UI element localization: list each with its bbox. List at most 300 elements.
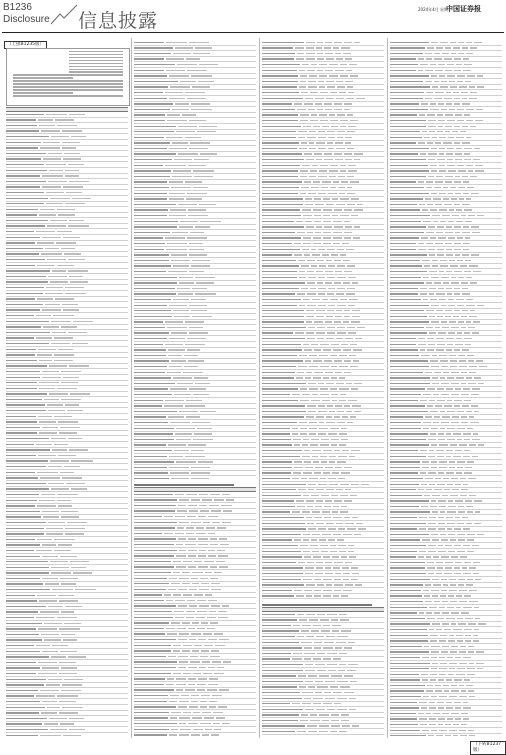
table-cell [39,388,55,389]
table-cell [328,539,336,540]
table-cell [193,394,209,395]
table-cell [454,58,461,59]
table-cell [419,612,425,613]
table-cell [211,510,220,511]
table-cell [134,299,171,300]
table-cell [437,484,445,485]
table-cell [350,495,357,496]
table-cell [199,494,208,495]
table-cell [308,411,317,412]
table-cell [320,165,328,166]
table-cell [6,460,48,461]
table-cell [428,176,434,177]
table-cell [427,405,433,406]
table-cell [134,355,166,356]
table-cell [170,209,186,210]
table-cell [390,383,430,384]
table-cell [441,579,447,580]
table-cell [333,47,339,48]
table-cell [262,64,300,65]
table-cell [339,388,348,389]
table-cell [64,466,80,467]
table-cell [431,321,439,322]
table-cell [454,405,460,406]
table-cell [299,619,308,620]
table-cell [38,119,53,120]
table-cell [170,717,178,718]
table-cell [423,394,431,395]
table-cell [134,109,170,110]
table-cell [61,583,76,584]
table-cell [209,706,216,707]
table-cell [6,662,36,663]
table-cell [461,282,468,283]
table-cell [390,500,429,501]
table-cell [440,265,448,266]
table-cell [184,366,198,367]
table-cell [262,720,298,721]
table-cell [191,499,200,500]
table-cell [466,198,471,199]
table-cell [447,400,453,401]
table-cell [444,573,452,574]
table-cell [451,282,459,283]
table-cell [317,338,325,339]
table-cell [309,388,317,389]
table-cell [170,472,189,473]
table-cell [134,372,165,373]
table-cell [191,472,210,473]
table-cell [419,551,426,552]
table-cell [450,187,455,188]
table-cell [177,64,197,65]
table-cell [466,120,473,121]
table-cell [211,650,219,651]
table-cell [337,131,345,132]
table-cell [262,293,295,294]
table-cell [193,439,213,440]
column-divider [387,38,388,738]
table-cell [323,377,329,378]
table-cell [390,226,426,227]
table-cell [457,618,464,619]
table-cell [188,628,195,629]
table-cell [459,601,467,602]
table-cell [210,544,217,545]
table-cell [308,81,315,82]
table-cell [334,153,342,154]
table-cell [208,667,215,668]
table-cell [191,701,198,702]
table-cell [327,709,335,710]
table-cell [178,706,187,707]
table-cell [39,421,57,422]
table-cell [42,377,60,378]
table-cell [421,237,428,238]
table-cell [345,338,353,339]
table-cell [455,232,461,233]
table-cell [427,338,434,339]
table-cell [45,293,63,294]
table-cell [309,142,315,143]
table-cell [134,92,163,93]
table-cell [472,388,480,389]
table-cell [327,653,337,654]
table-cell [134,405,162,406]
table-cell [441,383,449,384]
table-cell [475,170,483,171]
table-cell [193,729,203,730]
table-cell [319,725,329,726]
table-cell [39,214,55,215]
table-cell [44,623,62,624]
table-cell [344,467,352,468]
table-cell [292,658,302,659]
table-cell [431,148,437,149]
table-cell [323,209,331,210]
table-cell [323,472,330,473]
table-cell [134,550,177,551]
table-cell [304,556,311,557]
table-cell [328,670,335,671]
table-cell [262,428,290,429]
table-cell [390,98,423,99]
table-cell [6,561,48,562]
table-cell [427,47,435,48]
table-cell [50,220,67,221]
table-cell [204,561,214,562]
table-cell [348,332,357,333]
table-cell [315,98,324,99]
table-cell [202,734,209,735]
table-cell [437,702,443,703]
table-cell [197,611,207,612]
table-cell [320,619,329,620]
table-cell [48,466,62,467]
table-cell [440,260,447,261]
table-cell [57,500,71,501]
table-cell [441,321,447,322]
table-cell [419,517,426,518]
table-cell [262,556,302,557]
table-cell [469,316,477,317]
table-cell [169,75,189,76]
table-cell [37,354,52,355]
table-cell [468,360,474,361]
table-cell [46,192,65,193]
table-cell [6,326,41,327]
table-cell [314,647,322,648]
table-cell [418,338,425,339]
table-cell [262,400,298,401]
table-cell [328,305,335,306]
table-cell [432,86,439,87]
table-cell [191,75,212,76]
table-cell [323,647,332,648]
table-cell [318,148,326,149]
table-cell [430,109,438,110]
table-cell [300,75,307,76]
table-cell [454,702,461,703]
table-cell [294,444,300,445]
table-cell [347,288,356,289]
table-cell [6,421,37,422]
table-cell [178,153,198,154]
table-cell [185,321,204,322]
table-cell [433,713,439,714]
table-cell [445,310,451,311]
table-cell [456,338,462,339]
table-cell [314,595,321,596]
table-cell [464,679,470,680]
table-cell [447,120,454,121]
table-cell [311,630,320,631]
table-cell [454,349,459,350]
table-cell [461,713,468,714]
table-cell [337,709,347,710]
table-cell [469,98,476,99]
table-cell [299,355,307,356]
table-cell [303,539,309,540]
table-cell [448,305,455,306]
table-cell [6,556,40,557]
table-cell [134,198,167,199]
table-cell [167,120,188,121]
table-cell [390,215,430,216]
table-cell [466,523,472,524]
table-cell [455,517,460,518]
table-cell [304,349,312,350]
table-cell [327,277,335,278]
table-cell [466,506,473,507]
table-cell [471,405,478,406]
table-cell [191,265,210,266]
table-cell [339,193,345,194]
table-cell [204,645,213,646]
table-cell [431,42,438,43]
table-cell [219,689,229,690]
table-cell [200,510,209,511]
table-cell [6,377,40,378]
table-cell [390,344,416,345]
table-cell [348,642,355,643]
table-cell [262,114,298,115]
table-cell [304,590,312,591]
table-cell [446,388,454,389]
table-cell [173,53,192,54]
table-cell [465,467,473,468]
table-cell [426,489,432,490]
table-cell [326,523,334,524]
table-cell [347,86,353,87]
table-cell [6,404,45,405]
table-cell [440,663,447,664]
table-cell [192,260,210,261]
table-cell [448,551,455,552]
table-cell [340,495,348,496]
table-cell [350,181,359,182]
table-cell [390,81,423,82]
note-line [69,71,123,72]
table-cell [172,232,188,233]
table-cell [340,686,351,687]
table-cell [316,332,325,333]
table-cell [449,590,457,591]
table-cell [435,142,442,143]
table-cell [457,81,462,82]
table-cell [262,567,303,568]
table-cell [66,483,85,484]
table-cell [463,58,469,59]
table-cell [343,579,349,580]
table-cell [315,506,321,507]
table-cell [451,277,456,278]
table-cell [451,422,459,423]
table-cell [390,299,421,300]
table-cell [418,249,426,250]
table-cell [430,674,437,675]
table-cell [390,528,417,529]
table-cell [332,400,338,401]
table-cell [6,444,34,445]
table-cell [463,193,469,194]
table-cell [6,332,50,333]
table-cell [390,349,418,350]
table-cell [6,253,39,254]
table-cell [305,467,313,468]
table-cell [432,260,438,261]
table-cell [346,249,354,250]
table-cell [461,215,466,216]
table-cell [333,517,342,518]
table-cell [390,243,416,244]
table-cell [308,489,314,490]
table-cell [446,618,454,619]
table-cell [446,271,451,272]
table-cell [167,114,180,115]
table-cell [441,394,449,395]
table-cell [317,53,324,54]
table-cell [6,623,42,624]
table-cell [461,92,468,93]
table-cell [463,707,471,708]
table-cell [172,176,192,177]
table-cell [428,545,436,546]
table-cell [316,636,325,637]
table-cell [168,656,177,657]
table-cell [186,400,202,401]
table-cell [71,460,92,461]
table-cell [301,187,310,188]
table-cell [218,706,227,707]
table-cell [449,461,455,462]
table-cell [440,534,447,535]
table-cell [6,142,41,143]
table-cell [262,215,301,216]
table-cell [421,506,428,507]
table-cell [390,254,427,255]
table-cell [418,344,426,345]
table-cell [262,193,298,194]
table-cell [134,467,167,468]
table-cell [316,562,323,563]
table-cell [334,579,341,580]
table-cell [475,511,480,512]
table-cell [348,545,354,546]
table-cell [301,642,312,643]
table-cell [458,579,465,580]
table-cell [336,81,343,82]
table-cell [37,539,52,540]
table-cell [63,237,79,238]
table-cell [262,355,297,356]
table-cell [216,561,225,562]
table-cell [183,561,192,562]
table-cell [429,316,435,317]
table-cell [438,551,445,552]
table-cell [446,338,454,339]
table-cell [390,456,426,457]
table-cell [426,92,433,93]
table-cell [418,58,425,59]
table-cell [314,321,323,322]
table-cell [262,642,299,643]
table-cell [199,64,218,65]
table-cell [471,394,479,395]
table-cell [438,120,446,121]
table-cell [262,714,299,715]
table-cell [42,511,59,512]
table-cell [422,539,429,540]
table-cell [302,456,310,457]
table-cell [213,712,223,713]
table-cell [304,461,310,462]
table-cell [467,674,475,675]
table-cell [212,695,222,696]
table-cell [170,86,190,87]
table-cell [325,573,333,574]
table-cell [446,103,452,104]
table-cell [457,640,463,641]
table-cell [446,707,453,708]
table-cell [314,517,322,518]
table-cell [6,600,37,601]
table-cell [344,310,350,311]
table-cell [194,176,213,177]
table-cell [262,698,302,699]
table-cell [134,544,174,545]
table-cell [6,634,39,635]
table-cell [447,523,455,524]
table-cell [262,551,301,552]
table-cell [355,338,362,339]
table-cell [335,142,343,143]
table-cell [340,64,348,65]
table-cell [6,505,35,506]
table-cell [171,478,188,479]
table-cell [421,103,428,104]
table-cell [428,439,436,440]
table-cell [325,567,331,568]
table-cell [262,282,305,283]
table-cell [306,584,314,585]
table-cell [308,528,316,529]
table-cell [169,98,185,99]
table-cell [316,709,325,710]
table-cell [6,343,49,344]
table-cell [390,293,418,294]
table-cell [6,651,40,652]
